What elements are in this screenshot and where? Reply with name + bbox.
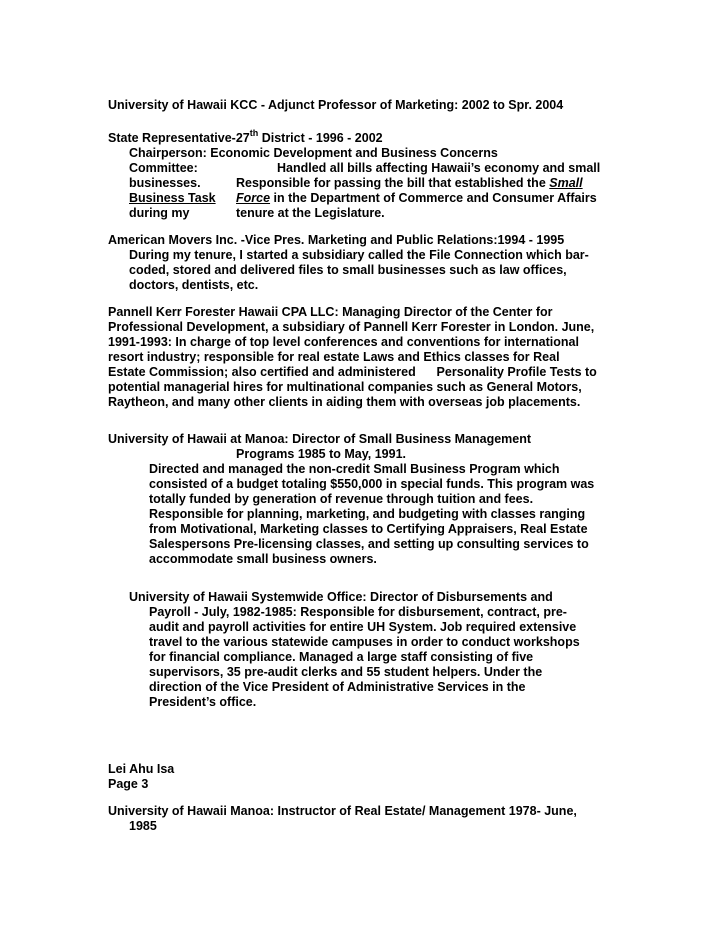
state-rep-title-dates: District - 1996 - 2002 <box>258 131 383 145</box>
manoa-sbm-dates: Programs 1985 to May, 1991. <box>236 447 406 461</box>
manoa-sbm-line: totally funded by generation of revenue through tuition and fees. <box>149 492 534 506</box>
movers-line: coded, stored and delivered files to small businesses such as law offices, <box>129 263 567 277</box>
pannell-line: 1991-1993: In charge of top level conferences and conventions for international <box>108 335 579 349</box>
manoa-sbm-line: accommodate small business owners. <box>149 552 377 566</box>
state-rep-chair: Chairperson: Economic Development and Business Concerns <box>129 146 498 160</box>
systemwide-line: for financial compliance. Managed a large staff consisting of five <box>149 650 534 664</box>
movers-line: doctors, dentists, etc. <box>129 278 259 292</box>
manoa-re-dates: 1985 <box>129 819 157 833</box>
state-rep-left-col: during my <box>129 206 190 220</box>
state-rep-title <box>108 127 383 146</box>
pannell-line: Pannell Kerr Forester Hawaii CPA LLC: Managing Director of the Center for <box>108 305 553 319</box>
small-business-task-force-ref: Force <box>236 191 271 205</box>
pannell-line: Professional Development, a subsidiary of Pannell Kerr Forester in London. June, <box>108 320 595 334</box>
state-rep-right-col <box>236 176 583 191</box>
pannell-line: Raytheon, and many other clients in aiding them with overseas job placements. <box>108 395 581 409</box>
manoa-sbm-line: from Motivational, Marketing classes to Certifying Appraisers, Real Estate <box>149 522 588 536</box>
systemwide-line: supervisors, 35 pre-audit clerks and 55 student helpers. Under the <box>149 665 543 679</box>
pannell-line: resort industry; responsible for real estate Laws and Ethics classes for Real <box>108 350 560 364</box>
state-rep-right-col: tenure at the Legislature. <box>236 206 385 220</box>
movers-title: American Movers Inc. -Vice Pres. Marketing and Public Relations:1994 - 1995 <box>108 233 565 247</box>
manoa-sbm-line: Directed and managed the non-credit Small Business Program which <box>149 462 560 476</box>
manoa-re-title: University of Hawaii Manoa: Instructor of Real Estate/ Management 1978- June, <box>108 804 577 818</box>
systemwide-line: direction of the Vice President of Administrative Services in the <box>149 680 526 694</box>
systemwide-line: President’s office. <box>149 695 257 709</box>
movers-line: During my tenure, I started a subsidiary called the File Connection which bar- <box>129 248 589 262</box>
state-rep-left-col: Committee: <box>129 161 198 175</box>
small-business-task-force-ref: Small <box>549 176 583 190</box>
page-header-name: Lei Ahu Isa <box>108 762 175 776</box>
state-rep-right-col: Handled all bills affecting Hawaii’s economy and small <box>277 161 601 175</box>
state-rep-title-sup: th <box>249 127 259 138</box>
manoa-sbm-line: Responsible for planning, marketing, and budgeting with classes ranging <box>149 507 586 521</box>
page-header-number: Page 3 <box>108 777 149 791</box>
manoa-sbm-line: consisted of a budget totaling $550,000 in special funds. This program was <box>149 477 595 491</box>
state-rep-right-text: Responsible for passing the bill that established the <box>236 176 550 190</box>
state-rep-left-col: businesses. <box>129 176 201 190</box>
systemwide-line: Payroll - July, 1982-1985: Responsible for disbursement, contract, pre- <box>149 605 567 619</box>
manoa-sbm-line: Salespersons Pre-licensing classes, and setting up consulting services to <box>149 537 589 551</box>
pannell-line: potential managerial hires for multinational companies such as General Motors, <box>108 380 582 394</box>
state-rep-left-col: Business Task <box>129 191 216 205</box>
pannell-line: Estate Commission; also certified and administered Personality Profile Tests to <box>108 365 597 379</box>
state-rep-title-text: State Representative-27 <box>108 131 250 145</box>
state-rep-right-col <box>236 191 597 206</box>
kcc-entry: University of Hawaii KCC - Adjunct Professor of Marketing: 2002 to Spr. 2004 <box>108 98 564 112</box>
state-rep-right-text: in the Department of Commerce and Consumer Affairs <box>270 191 597 205</box>
systemwide-line: audit and payroll activities for entire UH System. Job required extensive <box>149 620 577 634</box>
systemwide-line: travel to the various statewide campuses in order to conduct workshops <box>149 635 580 649</box>
manoa-sbm-title: University of Hawaii at Manoa: Director of Small Business Management <box>108 432 532 446</box>
systemwide-title: University of Hawaii Systemwide Office: Director of Disbursements and <box>129 590 553 604</box>
